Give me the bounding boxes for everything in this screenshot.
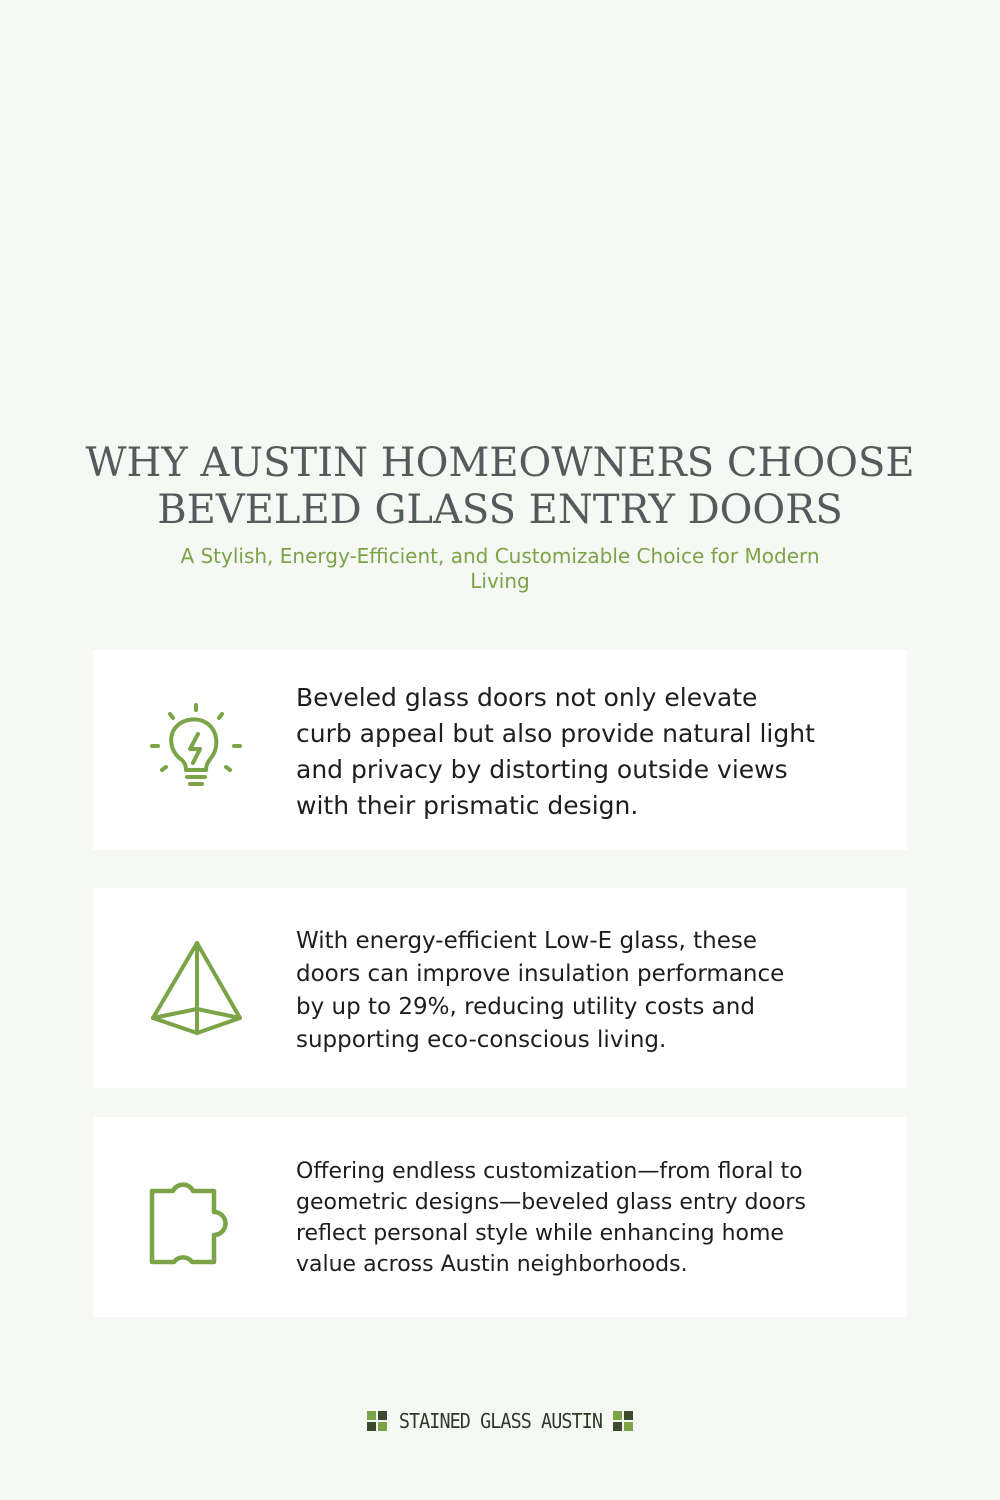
footer-logo [0, 1408, 1000, 1434]
logo-glass-squares-icon [367, 1411, 387, 1431]
benefit-text: Beveled glass doors not only elevate curb appeal but also provide natural light and privacy by distorting outside views with their prismatic design. [296, 683, 815, 820]
page-title [0, 440, 1000, 534]
logo-glass-squares-icon [613, 1411, 633, 1431]
logo-text: STAINED GLASS AUSTIN [398, 1409, 602, 1433]
benefit-card-energy [93, 888, 907, 1088]
page-title-line-2: BEVELED GLASS ENTRY DOORS [157, 487, 843, 533]
benefit-text: Offering endless customization—from floral to geometric designs—beveled glass entry doors reflect personal style while enhancing home value across Austin neighborhoods. [296, 1159, 806, 1277]
page-title-line-1: WHY AUSTIN HOMEOWNERS CHOOSE [85, 440, 915, 486]
puzzle-icon [148, 1167, 248, 1267]
lightbulb-icon [148, 700, 248, 800]
benefit-text: With energy-efficient Low-E glass, these doors can improve insulation performance by up to 29%, reducing utility costs and supporting eco-conscious living. [296, 928, 785, 1053]
benefit-card-light [93, 650, 907, 850]
prism-icon [148, 938, 248, 1038]
benefit-card-customization [93, 1117, 907, 1317]
page-subtitle: A Stylish, Energy-Efficient, and Customizable Choice for Modern Living [180, 544, 820, 593]
